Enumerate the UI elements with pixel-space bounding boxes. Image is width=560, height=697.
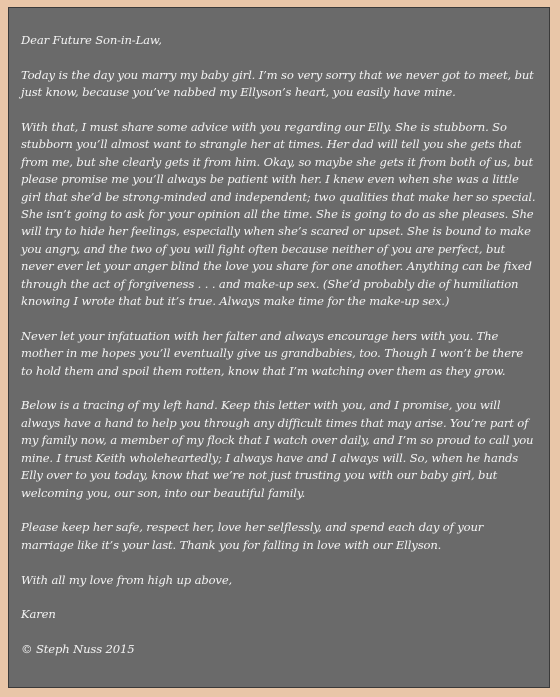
salutation: Dear Future Son-in-Law, [21,33,162,47]
paragraph-closing-wish: Please keep her safe, respect her, love her selflessly, and spend each day of your marriage like it’s your last. Thank you for falling in love with our Ellyson. [21,520,484,552]
paragraph-grandbabies: Never let your infatuation with her falter and always encourage hers with you. The mother in me hopes you’ll eventually give us grandbabies, too. Though I won’t be there to hold them and spoil them rotten, know that I’m watching over them as they grow. [21,328,524,378]
letter-card [8,7,550,688]
signature: Karen [21,607,56,622]
paragraph-opening: Today is the day you marry my baby girl. I’m so very sorry that we never got to meet, but just know, because you’ve nabbed my Ellyson’s heart, you easily have mine. [21,67,534,100]
paragraph-advice: With that, I must share some advice with you regarding our Elly. She is stubborn. So stubborn you’ll almost want to strangle her at times. Her dad will tell you she gets that from me, but she clearly gets it from him. Okay, so maybe she gets it from both of us, but please promise me you’ll always be patient with her. I knew even when she was a little girl that she’d be strong-minded and independent; two qualities that make her so special. She isn’t going to ask for your opinion all the time. She is going to do as she pleases. She will try to hide her feelings, especially when she’s scared or upset. She is bound to make you angry, and the two of you will fight often because neither of you are perfect, but never ever let your anger blind the love you share for one another. Anything can be fixed through the act of forgiveness . . . and make-up sex. (She’d probably die of humiliation knowing I wrote that but it’s true. Always make time for the make-up sex.) [21,120,536,309]
closing-line: With all my love from high up above, [21,572,233,587]
paragraph-hand-tracing: Below is a tracing of my left hand. Keep this letter with you, and I promise, you will always have a hand to help you through any difficult times that may arise. You’re part of my family now, a member of my flock that I watch over daily, and I’m so proud to call you mine. I trust Keith wholeheartedly; I always have and I always will. So, when he hands Elly over to you today, know that we’re not just trusting you with our baby girl, but welcoming you, our son, into our beautiful family. [21,398,534,500]
copyright-notice: © Steph Nuss 2015 [21,642,135,657]
